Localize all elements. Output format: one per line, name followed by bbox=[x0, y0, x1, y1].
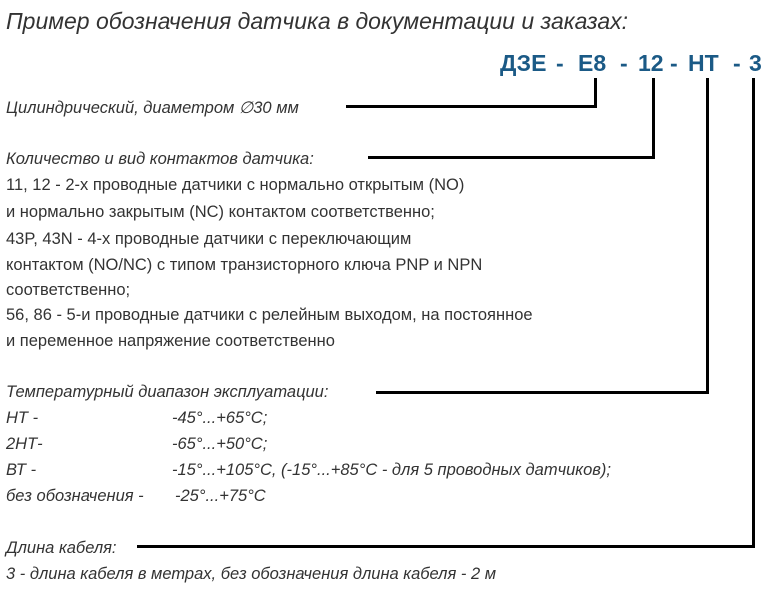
code-e8: Е8 bbox=[578, 50, 607, 76]
contacts-line: соответственно; bbox=[6, 281, 131, 299]
temperature-code: 2НТ- bbox=[6, 435, 43, 453]
contacts-line: и переменное напряжение соответственно bbox=[6, 332, 335, 350]
connector-line bbox=[652, 78, 655, 159]
code-dash-1: - bbox=[556, 50, 564, 76]
code-dash-4: - bbox=[733, 50, 741, 76]
page-title: Пример обозначения датчика в документации и заказах: bbox=[6, 8, 629, 34]
temperature-heading: Температурный диапазон эксплуатации: bbox=[6, 383, 329, 401]
temperature-code: без обозначения - bbox=[6, 487, 144, 505]
connector-line bbox=[368, 156, 655, 159]
temperature-range: -45°...+65°С; bbox=[172, 409, 268, 427]
connector-line bbox=[752, 78, 755, 548]
contacts-line: 43P, 43N - 4-х проводные датчики с переключающим bbox=[6, 230, 412, 248]
temperature-range: -15°...+105°С, (-15°...+85°С - для 5 проводных датчиков); bbox=[172, 461, 611, 479]
code-ht: НТ bbox=[688, 50, 719, 76]
contacts-line: 11, 12 - 2-х проводные датчики с нормально открытым (NO) bbox=[6, 176, 465, 194]
code-12: 12 bbox=[638, 50, 664, 76]
code-dash-3: - bbox=[670, 50, 678, 76]
connector-line bbox=[594, 78, 597, 108]
contacts-line: и нормально закрытым (NC) контактом соответственно; bbox=[6, 203, 435, 221]
cable-description: 3 - длина кабеля в метрах, без обозначения длина кабеля - 2 м bbox=[6, 565, 497, 583]
temperature-range: -25°...+75°С bbox=[175, 487, 266, 505]
contacts-line: контактом (NO/NC) с типом транзисторного ключа PNP и NPN bbox=[6, 256, 483, 274]
connector-line bbox=[706, 78, 709, 394]
code-dash-2: - bbox=[620, 50, 628, 76]
temperature-range: -65°...+50°С; bbox=[172, 435, 268, 453]
contacts-heading: Количество и вид контактов датчика: bbox=[6, 150, 314, 168]
contacts-line: 56, 86 - 5-и проводные датчики с релейным выходом, на постоянное bbox=[6, 306, 533, 324]
temperature-code: ВТ - bbox=[6, 461, 37, 479]
connector-line bbox=[376, 391, 709, 394]
code-3: 3 bbox=[749, 50, 762, 76]
connector-line bbox=[137, 545, 755, 548]
connector-line bbox=[346, 105, 597, 108]
temperature-code: НТ - bbox=[6, 409, 39, 427]
cable-heading: Длина кабеля: bbox=[6, 539, 117, 557]
cylinder-description: Цилиндрический, диаметром ∅30 мм bbox=[6, 99, 299, 117]
code-dze: ДЗЕ bbox=[500, 50, 547, 76]
